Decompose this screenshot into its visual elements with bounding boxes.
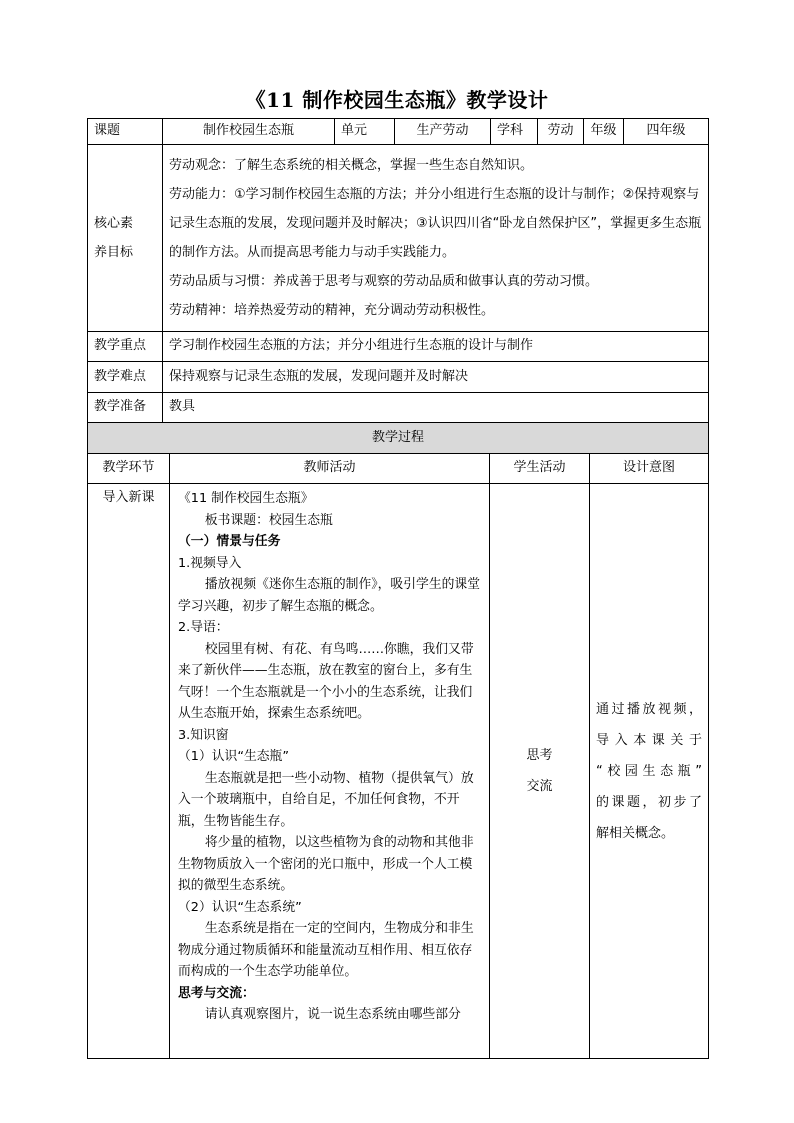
- teacher-line: 1.视频导入: [178, 555, 242, 571]
- unit-value: 生产劳动: [395, 119, 491, 145]
- process-header: 教学过程: [88, 423, 709, 454]
- process-table: [87, 423, 709, 1059]
- process-content-row: [88, 484, 709, 1059]
- column-header-stage: 教学环节: [88, 454, 170, 484]
- topic-label: 课题: [88, 119, 163, 145]
- difficulty-label: 教学难点: [88, 362, 163, 393]
- unit-label: 单元: [335, 119, 395, 145]
- key-point-label: 教学重点: [88, 332, 163, 362]
- info-row: [88, 119, 709, 145]
- objectives-label: [88, 145, 163, 332]
- design-intent-line: 导入本课关于: [596, 732, 703, 748]
- key-point-value: 学习制作校园生态瓶的方法；并分小组进行生态瓶的设计与制作: [163, 332, 709, 362]
- preparation-label: 教学准备: [88, 393, 163, 423]
- process-columns-row: [88, 454, 709, 484]
- objective-item: 劳动能力：①学习制作校园生态瓶的方法；并分小组进行生态瓶的设计与制作；②保持观察与记录生态瓶的发展，发现问题并及时解决；③认识四川省“卧龙自然保护区”，掌握更多生态瓶的制作方法。从而提高思考能力与动手实践能力。: [169, 187, 702, 260]
- teacher-line: 播放视频《迷你生态瓶的制作》，吸引学生的课堂学习兴趣，初步了解生态瓶的概念。: [178, 577, 481, 614]
- teacher-line: 将少量的植物，以这些植物为食的动物和其他非生物物质放入一个密闭的光口瓶中，形成一个人工模拟的微型生态系统。: [178, 835, 474, 893]
- preparation-row: [88, 393, 709, 423]
- design-intent-line: 的课题，初步了: [596, 794, 703, 810]
- teacher-line: 校园里有树、有花、有鸟鸣……你瞧，我们又带来了新伙伴——生态瓶，放在教室的窗台上，多有生气呀！一个生态瓶就是一个小小的生态系统，让我们从生态瓶开始，探索生态系统吧。: [178, 641, 474, 721]
- student-activity: [490, 484, 590, 1059]
- lesson-plan-table: [87, 118, 708, 1059]
- teacher-activity: [170, 484, 490, 1059]
- subject-value: 劳动: [538, 119, 584, 145]
- teacher-line: （2）认识“生态系统”: [178, 899, 302, 915]
- teacher-line: 生态系统是指在一定的空间内，生物成分和非生物成分通过物质循环和能量流动互相作用、相互依存而构成的一个生态学功能单位。: [178, 921, 474, 979]
- difficulty-value: 保持观察与记录生态瓶的发展，发现问题并及时解决: [163, 362, 709, 393]
- objective-item: 劳动品质与习惯：养成善于思考与观察的劳动品质和做事认真的劳动习惯。: [169, 274, 599, 289]
- objectives-label-line1: 核心素: [94, 216, 134, 231]
- teacher-line: 3.知识窗: [178, 727, 229, 743]
- info-table: [87, 118, 709, 423]
- design-intent-line: 解相关概念。: [596, 825, 675, 841]
- column-header-design: 设计意图: [590, 454, 709, 484]
- teacher-line: 板书课题：校园生态瓶: [204, 512, 333, 528]
- column-header-teacher: 教师活动: [170, 454, 490, 484]
- design-intent-line: “校园生态瓶”: [596, 763, 703, 779]
- objectives-content: [163, 145, 709, 332]
- column-header-student: 学生活动: [490, 454, 590, 484]
- teacher-line: 2.导语：: [178, 620, 229, 635]
- grade-value: 四年级: [624, 119, 709, 145]
- grade-label: 年级: [584, 119, 624, 145]
- teacher-line: 生态瓶就是把一些小动物、植物（提供氧气）放入一个玻璃瓶中，自给自足，不加任何食物，不开瓶，生物皆能生存。: [178, 770, 474, 829]
- objectives-label-line2: 养目标: [94, 245, 134, 260]
- teacher-line: （1）认识“生态瓶”: [178, 749, 289, 764]
- preparation-value: 教具: [163, 393, 709, 423]
- teacher-line: （一）情景与任务: [178, 534, 281, 549]
- page-title: 《11 制作校园生态瓶》教学设计: [245, 88, 549, 112]
- subject-label: 学科: [491, 119, 538, 145]
- objective-item: 劳动精神：培养热爱劳动的精神，充分调动劳动积极性。: [169, 303, 495, 318]
- objectives-row: [88, 145, 709, 332]
- stage-name: 导入新课: [88, 484, 170, 1059]
- teacher-line: 请认真观察图片，说一说生态系统由哪些部分: [204, 1007, 461, 1022]
- difficulty-row: [88, 362, 709, 393]
- teacher-line: 《11 制作校园生态瓶》: [178, 491, 314, 506]
- key-point-row: [88, 332, 709, 362]
- student-activity-line: 交流: [526, 779, 553, 794]
- objective-item: 劳动观念：了解生态系统的相关概念，掌握一些生态自然知识。: [169, 158, 534, 173]
- teacher-line: 思考与交流：: [178, 985, 255, 1001]
- student-activity-line: 思考: [526, 748, 553, 763]
- design-intent: [590, 484, 709, 1059]
- process-header-row: [88, 423, 709, 454]
- design-intent-line: 通过播放视频，: [596, 701, 703, 717]
- topic-value: 制作校园生态瓶: [163, 119, 335, 145]
